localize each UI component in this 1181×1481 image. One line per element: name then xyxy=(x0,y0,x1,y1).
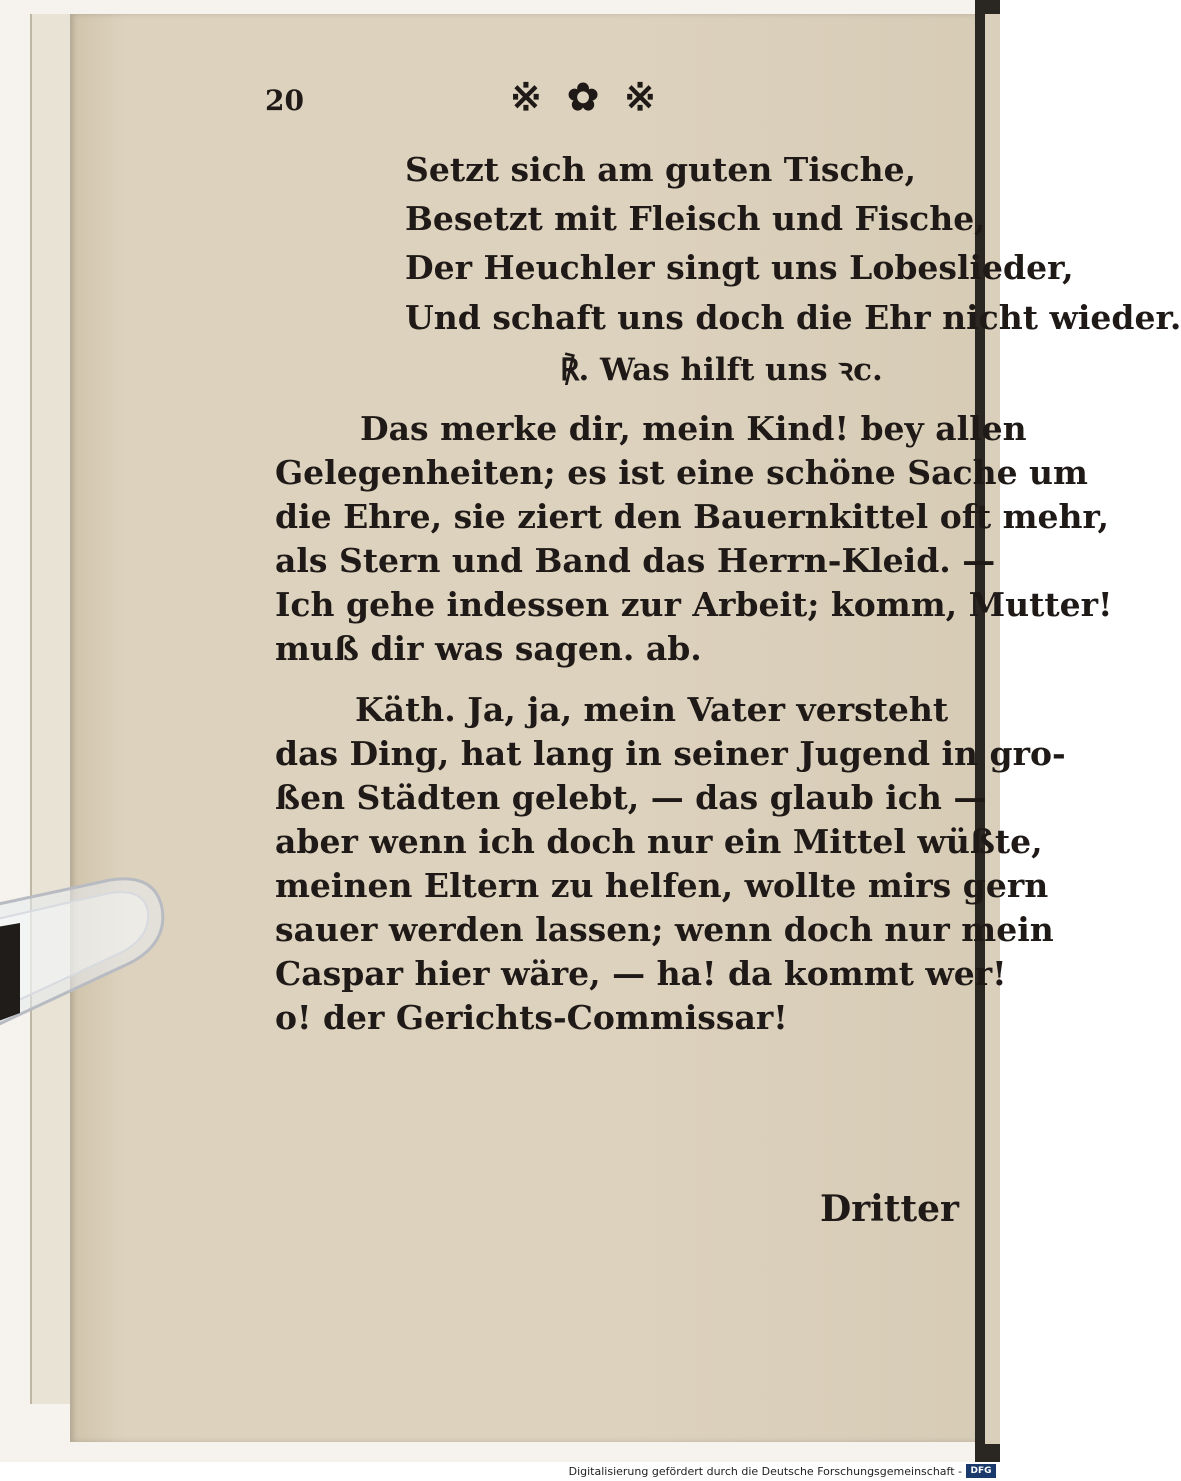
prose-line: o! der Gerichts-Commissar! xyxy=(275,998,788,1037)
prose-line: Caspar hier wäre, — ha! da kommt wer! xyxy=(275,954,1007,993)
prose-line: das Ding, hat lang in seiner Jugend in gro- xyxy=(275,734,1066,773)
page-clip-holder xyxy=(0,868,180,1018)
footer-credit: Digitalisierung gefördert durch die Deutsche Forschungsgemeinschaft - xyxy=(568,1465,962,1478)
footer-bar xyxy=(0,1462,1000,1481)
prose-line: die Ehre, sie ziert den Bauernkittel oft mehr, xyxy=(275,497,1110,536)
prose-line: Käth. Ja, ja, mein Vater versteht xyxy=(355,690,949,729)
dfg-logo: DFG xyxy=(966,1464,996,1478)
catchword: Dritter xyxy=(820,1188,959,1230)
next-page-strip xyxy=(985,14,1000,1444)
prose-line: als Stern und Band das Herrn-Kleid. — xyxy=(275,541,996,580)
prose-line: ßen Städten gelebt, — das glaub ich — xyxy=(275,778,987,817)
prose-line: muß dir was sagen. ab. xyxy=(275,629,702,668)
prose-line: Ich gehe indessen zur Arbeit; komm, Mutter! xyxy=(275,585,1113,624)
prose-line: Das merke dir, mein Kind! bey allen xyxy=(360,409,1027,448)
header-ornament: ※ ✿ ※ xyxy=(510,74,662,119)
refrain-line: ℟. Was hilft uns ꝛc. xyxy=(560,352,883,388)
prose-line: Gelegenheiten; es ist eine schöne Sache um xyxy=(275,453,1088,492)
verse-line: Besetzt mit Fleisch und Fische, xyxy=(405,199,986,238)
page-number: 20 xyxy=(265,84,304,117)
prose-line: sauer werden lassen; wenn doch nur mein xyxy=(275,910,1054,949)
verse-line: Setzt sich am guten Tische, xyxy=(405,150,917,189)
prose-line: aber wenn ich doch nur ein Mittel wüßte, xyxy=(275,822,1043,861)
verse-line: Und schaft uns doch die Ehr nicht wieder. xyxy=(405,298,1181,337)
verse-line: Der Heuchler singt uns Lobeslieder, xyxy=(405,248,1074,287)
prose-line: meinen Eltern zu helfen, wollte mirs gern xyxy=(275,866,1049,905)
